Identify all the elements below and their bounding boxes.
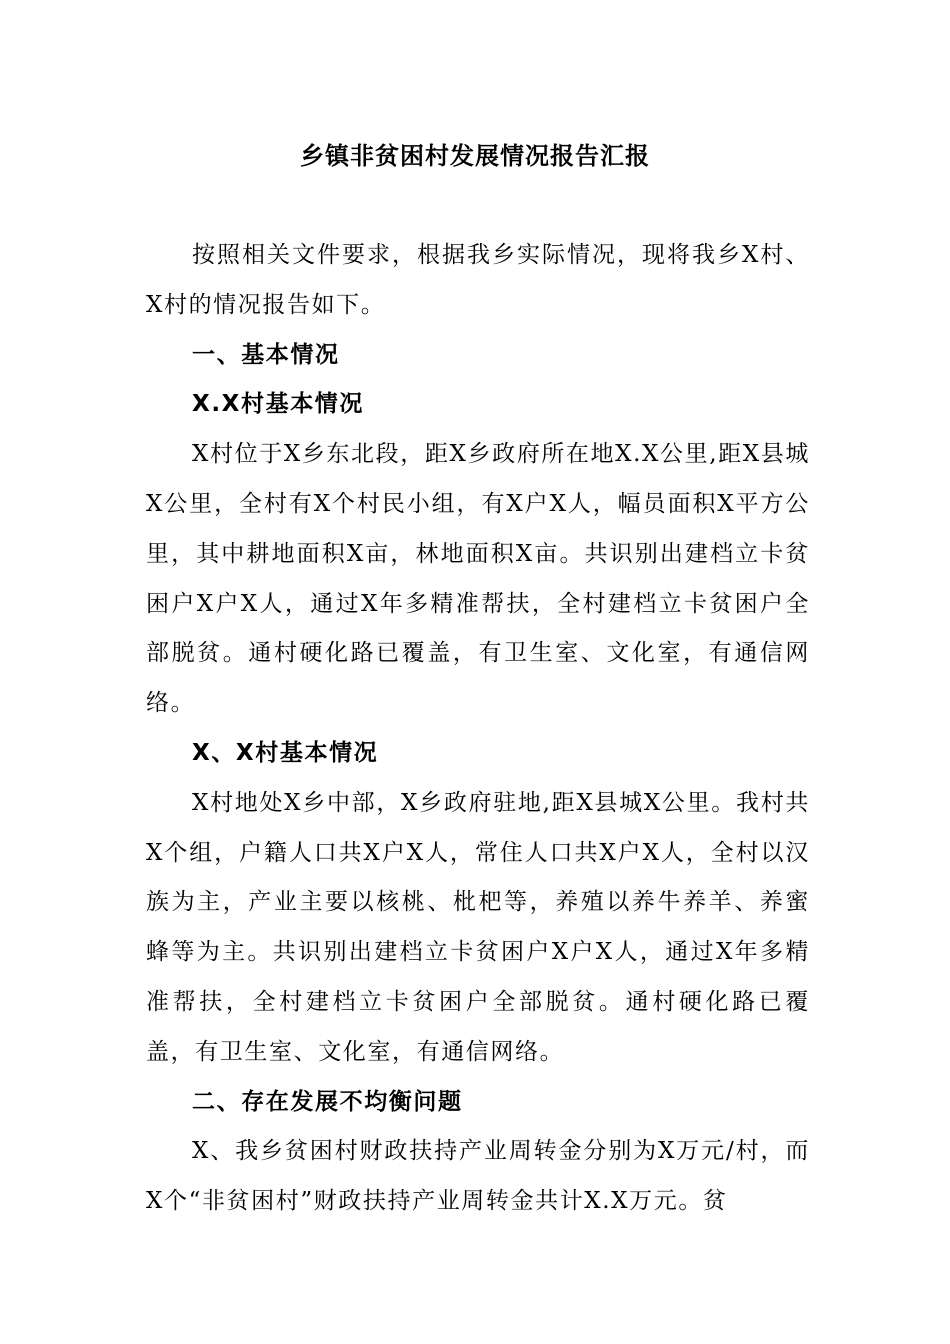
paragraph-imbalance: X、我乡贫困村财政扶持产业周转金分别为X万元/村，而X个“非贫困村”财政扶持产业周转金共计X.X万元。贫 xyxy=(146,1138,810,1215)
document-body xyxy=(146,231,810,1227)
intro-paragraph: 按照相关文件要求，根据我乡实际情况，现将我乡X村、X村的情况报告如下。 xyxy=(146,242,810,318)
paragraph-village-1: X村位于X乡东北段，距X乡政府所在地X.X公里,距X县城X公里，全村有X个村民小组，有X户X人，幅员面积X平方公里，其中耕地面积X亩，林地面积X亩。共识别出建档立卡贫困户X户X人，通过X年多精准帮扶，全村建档立卡贫困户全部脱贫。通村硬化路已覆盖，有卫生室、文化室，有通信网络。 xyxy=(146,441,810,717)
paragraph-village-2: X村地处X乡中部，X乡政府驻地,距X县城X公里。我村共X个组，户籍人口共X户X人，常住人口共X户X人，全村以汉族为主，产业主要以核桃、枇杷等，养殖以养牛养羊、养蜜蜂等为主。共识别出建档立卡贫困户X户X人，通过X年多精准帮扶，全村建档立卡贫困户全部脱贫。通村硬化路已覆盖，有卫生室、文化室，有通信网络。 xyxy=(146,789,810,1065)
subsection-heading-village-1: X.X村基本情况 xyxy=(192,391,365,418)
section-heading-basic-situation: 一、基本情况 xyxy=(192,341,340,368)
document-title: 乡镇非贫困村发展情况报告汇报 xyxy=(300,142,650,170)
subsection-heading-village-2: X、X村基本情况 xyxy=(192,739,379,766)
section-heading-imbalance: 二、存在发展不均衡问题 xyxy=(192,1088,463,1115)
